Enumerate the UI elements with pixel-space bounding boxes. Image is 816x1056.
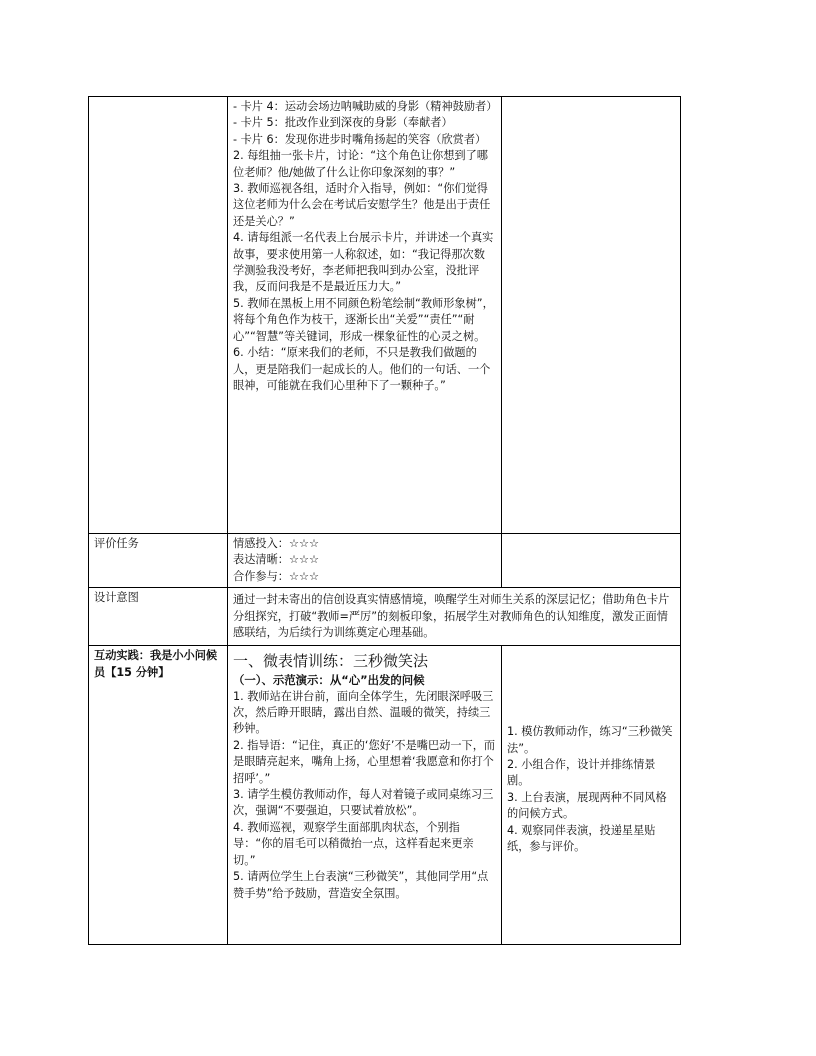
table-row-activity-continued bbox=[89, 97, 681, 534]
student-line: 1. 模仿教师动作，练习“三秒微笑法”。 bbox=[507, 725, 673, 755]
label-cell-empty bbox=[89, 97, 228, 534]
practice-label: 互动实践：我是小小问候员【15 分钟】 bbox=[89, 646, 228, 945]
activity-line: - 卡片 4：运动会场边呐喊助威的身影（精神鼓励者） bbox=[233, 100, 498, 113]
evaluation-label: 评价任务 bbox=[89, 534, 228, 588]
practice-line: 5. 请两位学生上台表演“三秒微笑”，其他同学用“点赞手势”给予鼓励，营造安全氛围。 bbox=[233, 870, 489, 900]
activity-line: - 卡片 5：批改作业到深夜的身影（奉献者） bbox=[233, 116, 453, 130]
student-activity-cell-empty bbox=[502, 97, 681, 534]
activity-line: 3. 教师巡视各组，适时介入指导，例如：“你们觉得这位老师为什么会在考试后安慰学生？他是出于责任还是关心？” bbox=[233, 182, 491, 228]
activity-line: 6. 小结：“原来我们的老师，不只是教我们做题的人，更是陪我们一起成长的人。他们的一句话、一个眼神，可能就在我们心里种下了一颗种子。” bbox=[233, 346, 491, 392]
activity-line: 4. 请每组派一名代表上台展示卡片，并讲述一个真实故事，要求使用第一人称叙述，如：“我记得那次数学测验我没考好，李老师把我叫到办公室，没批评我，反而问我是不是最近压力大。” bbox=[233, 231, 494, 294]
table-row-design-intent bbox=[89, 588, 681, 646]
practice-line: 2. 指导语：“记住，真正的‘您好’不是嘴巴动一下，而是眼睛亮起来，嘴角上扬，心里想着‘我愿意和你打个招呼’。” bbox=[233, 738, 496, 785]
table-row-practice bbox=[89, 646, 681, 945]
activity-line: 2. 每组抽一张卡片，讨论：“这个角色让你想到了哪位老师？他/她做了什么让你印象深刻的事？” bbox=[233, 149, 488, 179]
activity-line: 5. 教师在黑板上用不同颜色粉笔绘制“教师形象树”，将每个角色作为枝干，逐渐长出“关爱”“责任”“耐心”“智慧”等关键词，形成一棵象征性的心灵之树。 bbox=[233, 296, 494, 343]
evaluation-content bbox=[228, 534, 502, 588]
evaluation-item: 合作参与：☆☆☆ bbox=[233, 569, 320, 583]
practice-teacher-cell bbox=[228, 646, 502, 945]
student-line: 3. 上台表演，展现两种不同风格的问候方式。 bbox=[507, 790, 667, 821]
lesson-plan-table bbox=[88, 96, 681, 945]
section-subheading: （一）、示范演示：从“心”出发的问候 bbox=[233, 673, 425, 688]
section-heading: 一、微表情训练：三秒微笑法 bbox=[233, 652, 429, 671]
teacher-activity-cell bbox=[228, 97, 502, 534]
practice-student-cell bbox=[502, 646, 681, 945]
evaluation-empty-cell bbox=[502, 534, 681, 588]
practice-line: 4. 教师巡视，观察学生面部肌肉状态，个别指导：“你的眉毛可以稍微抬一点，这样看起来更亲切。” bbox=[233, 820, 474, 867]
student-line: 2. 小组合作，设计并排练情景剧。 bbox=[507, 758, 656, 788]
activity-line: - 卡片 6：发现你进步时嘴角扬起的笑容（欣赏者） bbox=[233, 132, 487, 146]
practice-line: 3. 请学生模仿教师动作，每人对着镜子或同桌练习三次，强调“不要强迫，只要试着放松”。 bbox=[233, 788, 494, 818]
evaluation-item: 表达清晰：☆☆☆ bbox=[233, 553, 320, 567]
practice-line: 1. 教师站在讲台前，面向全体学生，先闭眼深呼吸三次，然后睁开眼睛，露出自然、温暖的微笑，持续三秒钟。 bbox=[233, 689, 494, 736]
evaluation-item: 情感投入：☆☆☆ bbox=[233, 537, 320, 550]
student-line: 4. 观察同伴表演，投递星星贴纸，参与评价。 bbox=[507, 823, 656, 854]
table-row-evaluation bbox=[89, 534, 681, 588]
practice-teacher-content bbox=[233, 648, 496, 942]
design-intent-text: 通过一封未寄出的信创设真实情感情境，唤醒学生对师生关系的深层记忆；借助角色卡片分组探究，打破“教师=严厉”的刻板印象，拓展学生对教师角色的认知维度，激发正面情感联结，为后续行为训练奠定心理基础。 bbox=[228, 588, 681, 646]
design-intent-label: 设计意图 bbox=[89, 588, 228, 646]
